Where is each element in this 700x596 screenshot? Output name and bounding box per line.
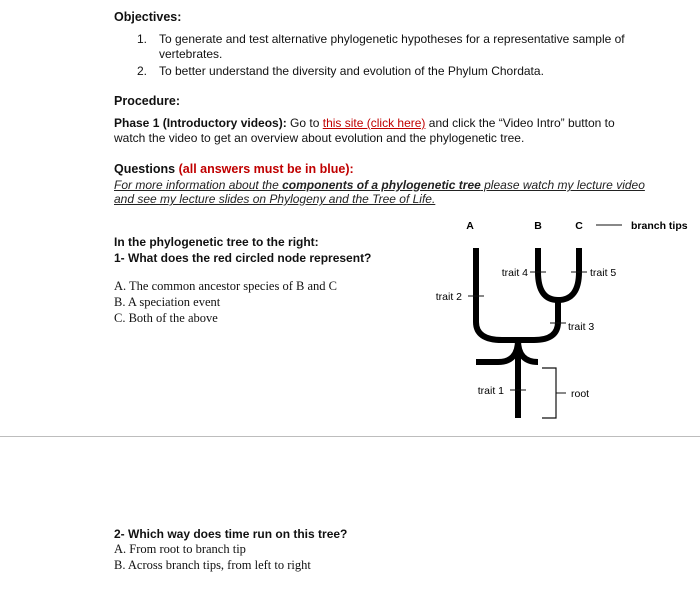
q1-intro: In the phylogenetic tree to the right: xyxy=(114,235,319,249)
questions-heading-row xyxy=(114,162,354,176)
info-line-1[interactable] xyxy=(114,178,659,192)
objective-item-1-line1: To generate and test alternative phylogenetic hypotheses for a representative sample of xyxy=(159,32,625,46)
trait-3-label: trait 3 xyxy=(568,321,595,333)
tip-label-c: C xyxy=(575,220,583,232)
root-label: root xyxy=(571,388,590,400)
q1-option-c[interactable]: C. Both of the above xyxy=(114,311,218,325)
site-link[interactable]: this site (click here) xyxy=(322,116,426,130)
q1-option-a[interactable]: A. The common ancestor species of B and C xyxy=(114,279,337,293)
procedure-heading: Procedure: xyxy=(114,94,180,108)
info-paragraph[interactable] xyxy=(114,178,659,206)
q2-option-a[interactable]: A. From root to branch tip xyxy=(114,542,246,556)
objective-item-1 xyxy=(159,32,659,61)
info-line-2[interactable]: and see my lecture slides on Phylogeny and the Tree of Life. xyxy=(114,192,436,206)
section-divider xyxy=(0,436,700,437)
info-text-1[interactable]: For more information about the xyxy=(114,178,283,192)
tip-label-a: A xyxy=(466,220,474,232)
objectives-heading: Objectives: xyxy=(114,10,182,24)
procedure-paragraph xyxy=(114,116,659,145)
trait-4-label: trait 4 xyxy=(501,267,528,279)
objective-number-2: 2. xyxy=(137,64,148,78)
info-text-2[interactable]: please watch my lecture video xyxy=(480,178,645,192)
questions-heading-note: (all answers must be in blue): xyxy=(178,162,354,176)
procedure-line-1 xyxy=(114,116,659,131)
info-text-bold[interactable]: components of a phylogenetic tree xyxy=(282,178,481,192)
bc-clade-branch xyxy=(538,248,579,300)
root-bracket xyxy=(542,368,556,418)
trait-1-label: trait 1 xyxy=(477,385,504,397)
q2-option-b[interactable]: B. Across branch tips, from left to right xyxy=(114,558,311,572)
objective-item-2: To better understand the diversity and evolution of the Phylum Chordata. xyxy=(159,64,544,78)
tip-label-b: B xyxy=(534,220,542,232)
q2-question: 2- Which way does time run on this tree? xyxy=(114,527,348,541)
phase-label: Phase 1 (Introductory videos): xyxy=(114,116,287,130)
objective-item-1-line2: vertebrates. xyxy=(159,46,223,61)
questions-heading: Questions xyxy=(114,162,176,176)
trait-2-label: trait 2 xyxy=(435,291,462,303)
root-split-branch xyxy=(476,340,538,362)
objective-number-1: 1. xyxy=(137,32,148,46)
q1-option-b[interactable]: B. A speciation event xyxy=(114,295,221,309)
phylogenetic-tree-diagram xyxy=(420,212,700,427)
branch-tips-label: branch tips xyxy=(631,220,688,232)
procedure-text-after-link: and click the “Video Intro” button to xyxy=(425,116,615,130)
procedure-line-2: watch the video to get an overview about evolution and the phylogenetic tree. xyxy=(114,130,525,145)
procedure-text-before-link: Go to xyxy=(286,116,323,130)
trait-5-label: trait 5 xyxy=(590,267,617,279)
q1-question: 1- What does the red circled node represent? xyxy=(114,251,372,265)
